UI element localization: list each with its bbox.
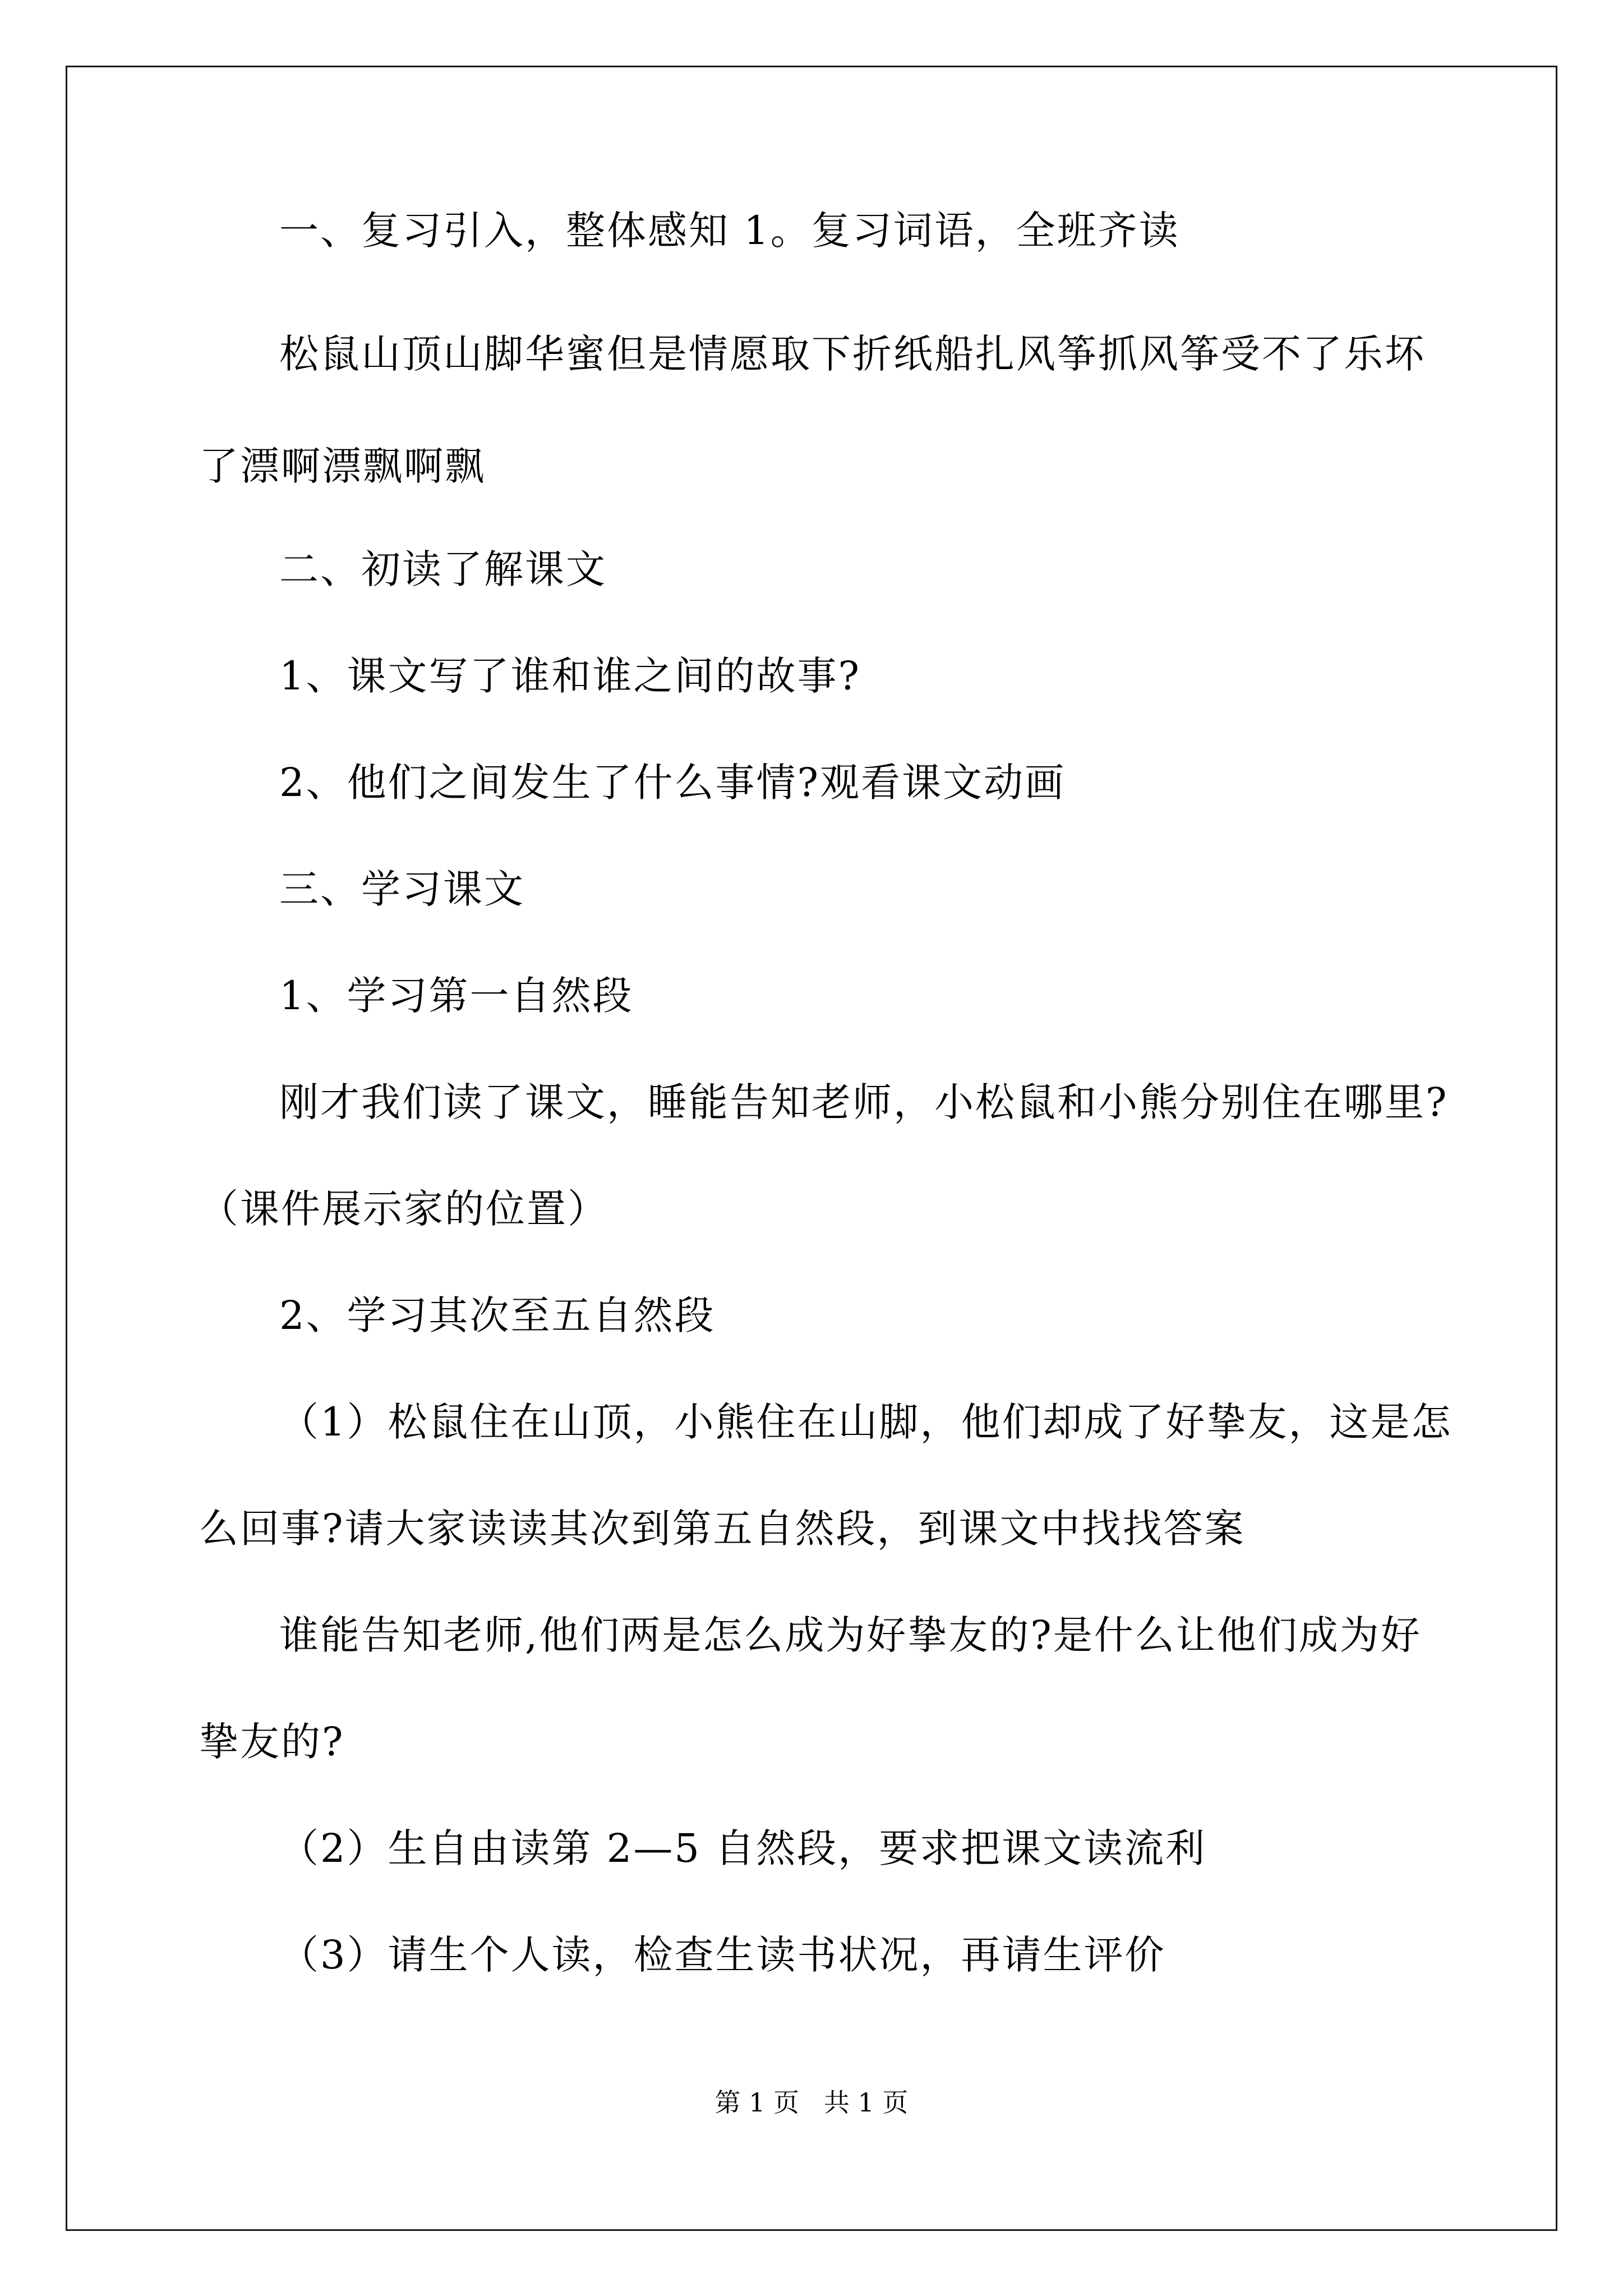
text-line: 2、学习其次至五自然段 <box>279 1292 716 1338</box>
text-line: （3）请生个人读，检查生读书状况，再请生评价 <box>279 1932 1166 1978</box>
text-line: （课件展示家的位置） <box>199 1186 608 1232</box>
text-line: 三、学习课文 <box>279 866 525 912</box>
text-line: 二、初读了解课文 <box>279 546 607 592</box>
text-line: 一、复习引入，整体感知 1。复习词语，全班齐读 <box>279 208 1180 254</box>
text-line: 2、他们之间发生了什么事情?观看课文动画 <box>279 760 1066 806</box>
page-number-footer: 第 1 页 共 1 页 <box>714 2087 909 2118</box>
page-border <box>66 66 1557 2231</box>
text-line: 了漂啊漂飘啊飘 <box>199 443 486 489</box>
text-line: （2）生自由读第 2—5 自然段，要求把课文读流利 <box>279 1825 1207 1871</box>
text-line: 刚才我们读了课文，睡能告知老师，小松鼠和小熊分别住在哪里? <box>279 1079 1449 1125</box>
text-line: 松鼠山顶山脚华蜜但是情愿取下折纸船扎风筝抓风筝受不了乐坏 <box>279 331 1426 377</box>
text-line: 挚友的? <box>199 1719 345 1765</box>
text-line: （1）松鼠住在山顶，小熊住在山脚，他们却成了好挚友，这是怎 <box>279 1399 1453 1445</box>
text-line: 1、学习第一自然段 <box>279 973 634 1019</box>
text-line: 么回事?请大家读读其次到第五自然段，到课文中找找答案 <box>199 1506 1246 1552</box>
text-line: 1、课文写了谁和谁之间的故事? <box>279 653 861 699</box>
text-line: 谁能告知老师,他们两是怎么成为好挚友的?是什么让他们成为好 <box>279 1612 1422 1658</box>
